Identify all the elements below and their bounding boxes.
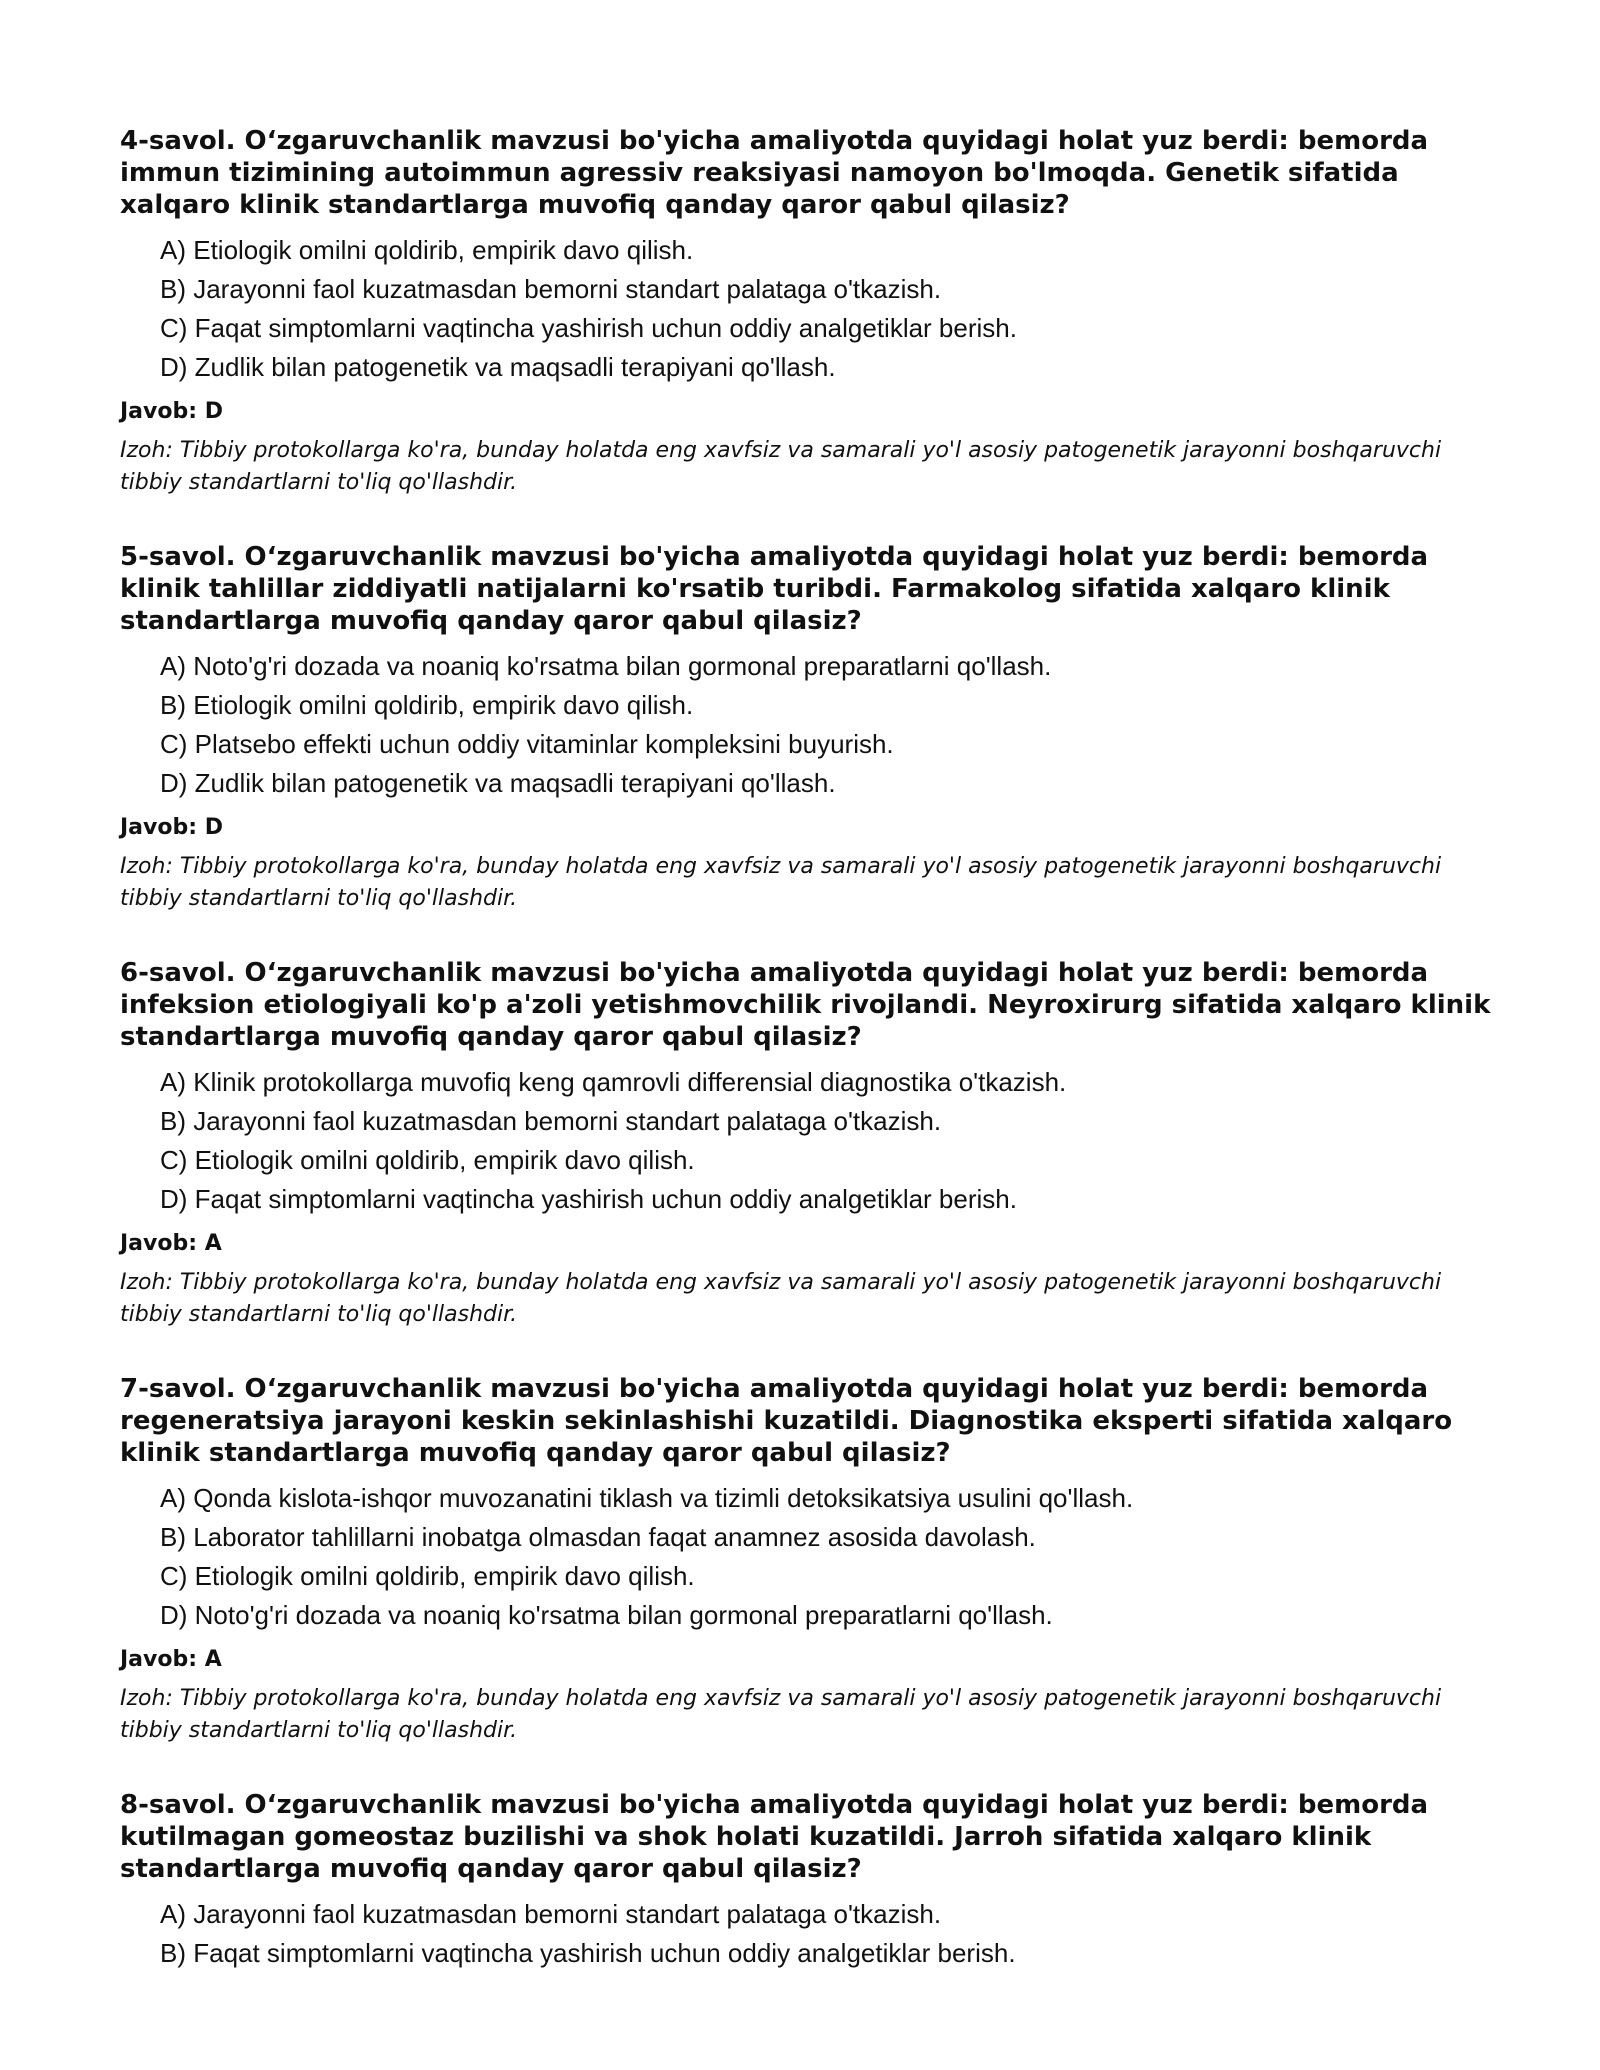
explanation-note: Izoh: Tibbiy protokollarga ko'ra, bunday holatda eng xavfsiz va samarali yo'l asosiy patogenetik jarayonni boshqaruvchi tibbiy standartlarni to'liq qo'llashdir. xyxy=(120,1270,1442,1327)
option-c: C) Faqat simptomlarni vaqtincha yashirish uchun oddiy analgetiklar berish. xyxy=(160,313,1017,343)
option-a: A) Etiologik omilni qoldirib, empirik davo qilish. xyxy=(160,235,694,265)
question-6 xyxy=(120,957,1500,1331)
question-title: 5-savol. O‘zgaruvchanlik mavzusi bo'yicha amaliyotda quyidagi holat yuz berdi: bemorda klinik tahlillar ziddiyatli natijalarni ko'rsatib turibdi. Farmakolog sifatida xalqaro klinik standartlarga muvofiq qanday qaror qabul qilasiz? xyxy=(120,542,1429,636)
question-title: 6-savol. O‘zgaruvchanlik mavzusi bo'yicha amaliyotda quyidagi holat yuz berdi: bemorda infeksion etiologiyali ko'p a'zoli yetishmovchilik rivojlandi. Neyroxirurg sifatida xalqaro klinik standartlarga muvofiq qanday qaror qabul qilasiz? xyxy=(120,958,1491,1052)
explanation-note: Izoh: Tibbiy protokollarga ko'ra, bunday holatda eng xavfsiz va samarali yo'l asosiy patogenetik jarayonni boshqaruvchi tibbiy standartlarni to'liq qo'llashdir. xyxy=(120,438,1442,495)
question-5 xyxy=(120,541,1500,915)
question-7 xyxy=(120,1373,1500,1747)
option-a: A) Jarayonni faol kuzatmasdan bemorni standart palataga o'tkazish. xyxy=(160,1899,942,1929)
option-c: C) Platsebo effekti uchun oddiy vitaminlar kompleksini buyurish. xyxy=(160,729,894,759)
options-list xyxy=(120,647,1500,803)
option-d: D) Noto'g'ri dozada va noaniq ko'rsatma bilan gormonal preparatlarni qo'llash. xyxy=(160,1600,1053,1630)
option-d: D) Faqat simptomlarni vaqtincha yashirish uchun oddiy analgetiklar berish. xyxy=(160,1184,1017,1214)
options-list xyxy=(120,1479,1500,1635)
question-title: 8-savol. O‘zgaruvchanlik mavzusi bo'yicha amaliyotda quyidagi holat yuz berdi: bemorda kutilmagan gomeostaz buzilishi va shok holati kuzatildi. Jarroh sifatida xalqaro klinik standartlarga muvofiq qanday qaror qabul qilasiz? xyxy=(120,1790,1429,1884)
answer-line: Javob: D xyxy=(120,815,223,840)
options-list xyxy=(120,1063,1500,1219)
option-c: C) Etiologik omilni qoldirib, empirik davo qilish. xyxy=(160,1561,695,1591)
options-list xyxy=(120,1895,1500,1973)
explanation-note: Izoh: Tibbiy protokollarga ko'ra, bunday holatda eng xavfsiz va samarali yo'l asosiy patogenetik jarayonni boshqaruvchi tibbiy standartlarni to'liq qo'llashdir. xyxy=(120,1686,1442,1743)
option-b: B) Jarayonni faol kuzatmasdan bemorni standart palataga o'tkazish. xyxy=(160,274,942,304)
option-a: A) Klinik protokollarga muvofiq keng qamrovli differensial diagnostika o'tkazish. xyxy=(160,1067,1067,1097)
document-page xyxy=(120,125,1500,2015)
question-8 xyxy=(120,1789,1500,1973)
option-b: B) Faqat simptomlarni vaqtincha yashirish uchun oddiy analgetiklar berish. xyxy=(160,1938,1016,1968)
option-c: C) Etiologik omilni qoldirib, empirik davo qilish. xyxy=(160,1145,695,1175)
answer-line: Javob: D xyxy=(120,399,223,424)
option-a: A) Qonda kislota-ishqor muvozanatini tiklash va tizimli detoksikatsiya usulini qo'llash. xyxy=(160,1483,1134,1513)
options-list xyxy=(120,231,1500,387)
explanation-note: Izoh: Tibbiy protokollarga ko'ra, bunday holatda eng xavfsiz va samarali yo'l asosiy patogenetik jarayonni boshqaruvchi tibbiy standartlarni to'liq qo'llashdir. xyxy=(120,854,1442,911)
option-b: B) Etiologik omilni qoldirib, empirik davo qilish. xyxy=(160,690,694,720)
question-title: 4-savol. O‘zgaruvchanlik mavzusi bo'yicha amaliyotda quyidagi holat yuz berdi: bemorda immun tizimining autoimmun agressiv reaksiyasi namoyon bo'lmoqda. Genetik sifatida xalqaro klinik standartlarga muvofiq qanday qaror qabul qilasiz? xyxy=(120,126,1429,220)
option-d: D) Zudlik bilan patogenetik va maqsadli terapiyani qo'llash. xyxy=(160,768,836,798)
option-b: B) Laborator tahlillarni inobatga olmasdan faqat anamnez asosida davolash. xyxy=(160,1522,1036,1552)
question-title: 7-savol. O‘zgaruvchanlik mavzusi bo'yicha amaliyotda quyidagi holat yuz berdi: bemorda regeneratsiya jarayoni keskin sekinlashishi kuzatildi. Diagnostika eksperti sifatida xalqaro klinik standartlarga muvofiq qanday qaror qabul qilasiz? xyxy=(120,1374,1453,1468)
option-a: A) Noto'g'ri dozada va noaniq ko'rsatma bilan gormonal preparatlarni qo'llash. xyxy=(160,651,1052,681)
answer-line: Javob: A xyxy=(120,1231,222,1256)
option-b: B) Jarayonni faol kuzatmasdan bemorni standart palataga o'tkazish. xyxy=(160,1106,942,1136)
question-4 xyxy=(120,125,1500,499)
answer-line: Javob: A xyxy=(120,1647,222,1672)
option-d: D) Zudlik bilan patogenetik va maqsadli terapiyani qo'llash. xyxy=(160,352,836,382)
